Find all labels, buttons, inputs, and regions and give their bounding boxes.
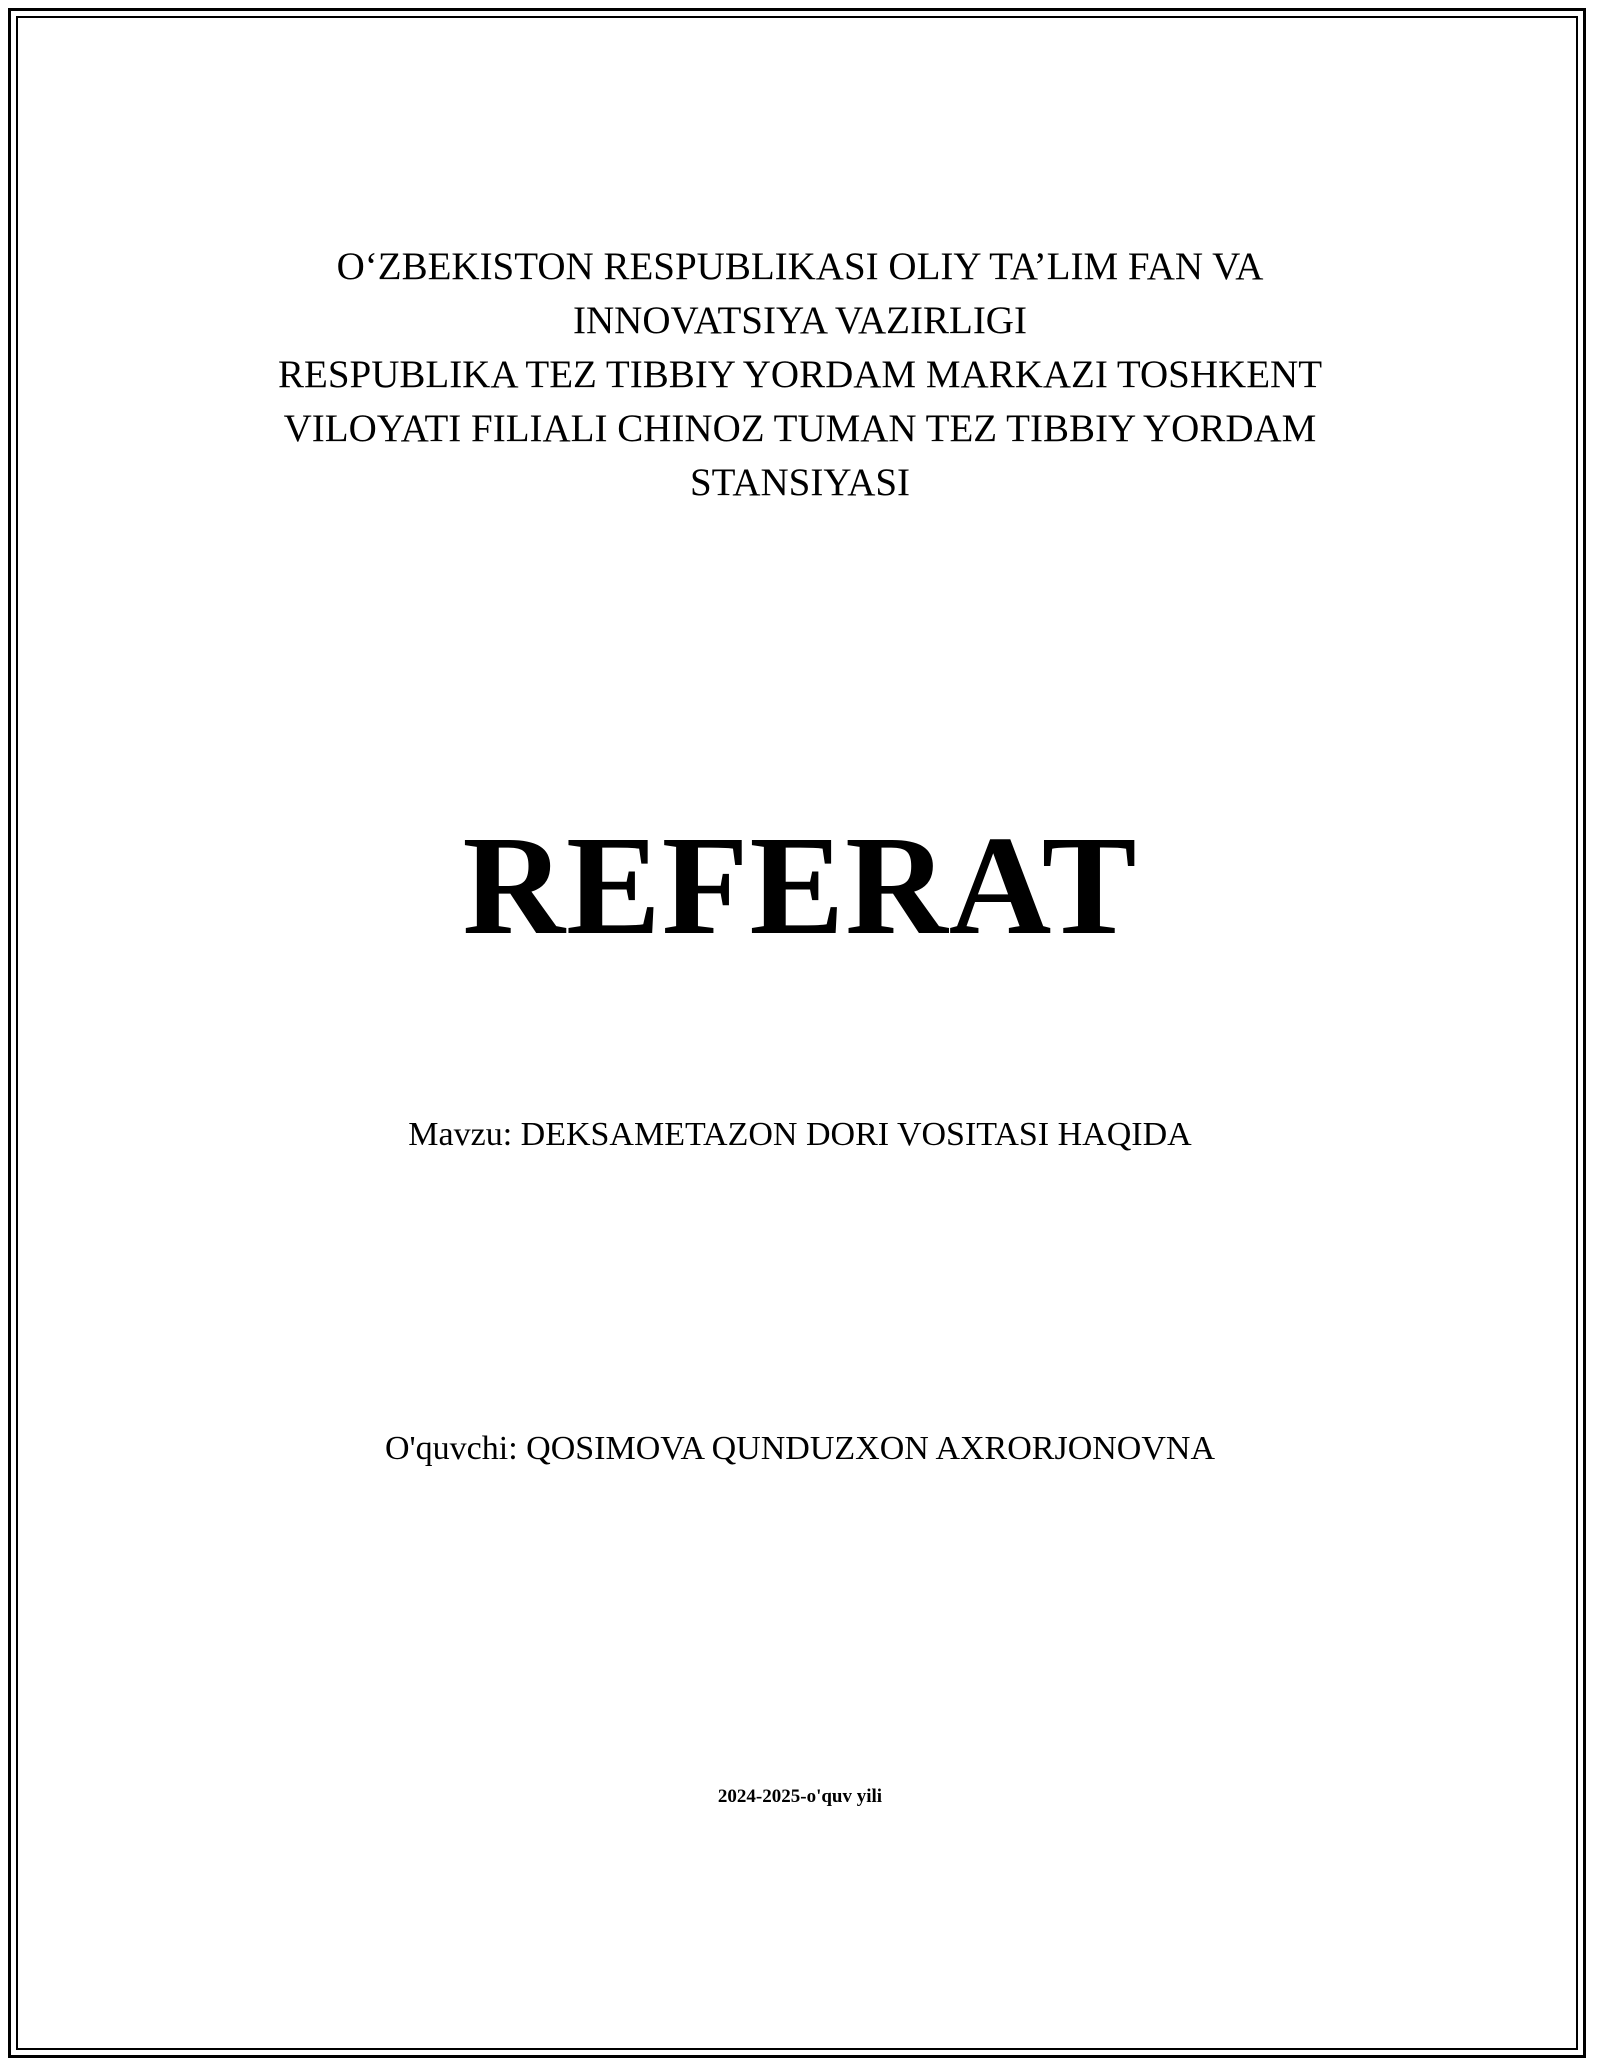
student-line: O'quvchi: QOSIMOVA QUNDUZXON AXRORJONOVNA — [384, 1430, 1216, 1467]
header-line: INNOVATSIYA VAZIRLIGI — [573, 299, 1027, 342]
header-line: STANSIYASI — [689, 461, 911, 504]
header-line: O‘ZBEKISTON RESPUBLIKASI OLIY TA’LIM FAN VA — [336, 245, 1264, 288]
topic-line: Mavzu: DEKSAMETAZON DORI VOSITASI HAQIDA — [408, 1116, 1192, 1153]
document-title: REFERAT — [462, 806, 1138, 964]
institution-header — [200, 240, 1400, 510]
header-line: VILOYATI FILIALI CHINOZ TUMAN TEZ TIBBIY YORDAM — [283, 407, 1317, 450]
academic-year: 2024-2025-o'quv yili — [717, 1786, 883, 1807]
header-line: RESPUBLIKA TEZ TIBBIY YORDAM MARKAZI TOSHKENT — [277, 353, 1323, 396]
